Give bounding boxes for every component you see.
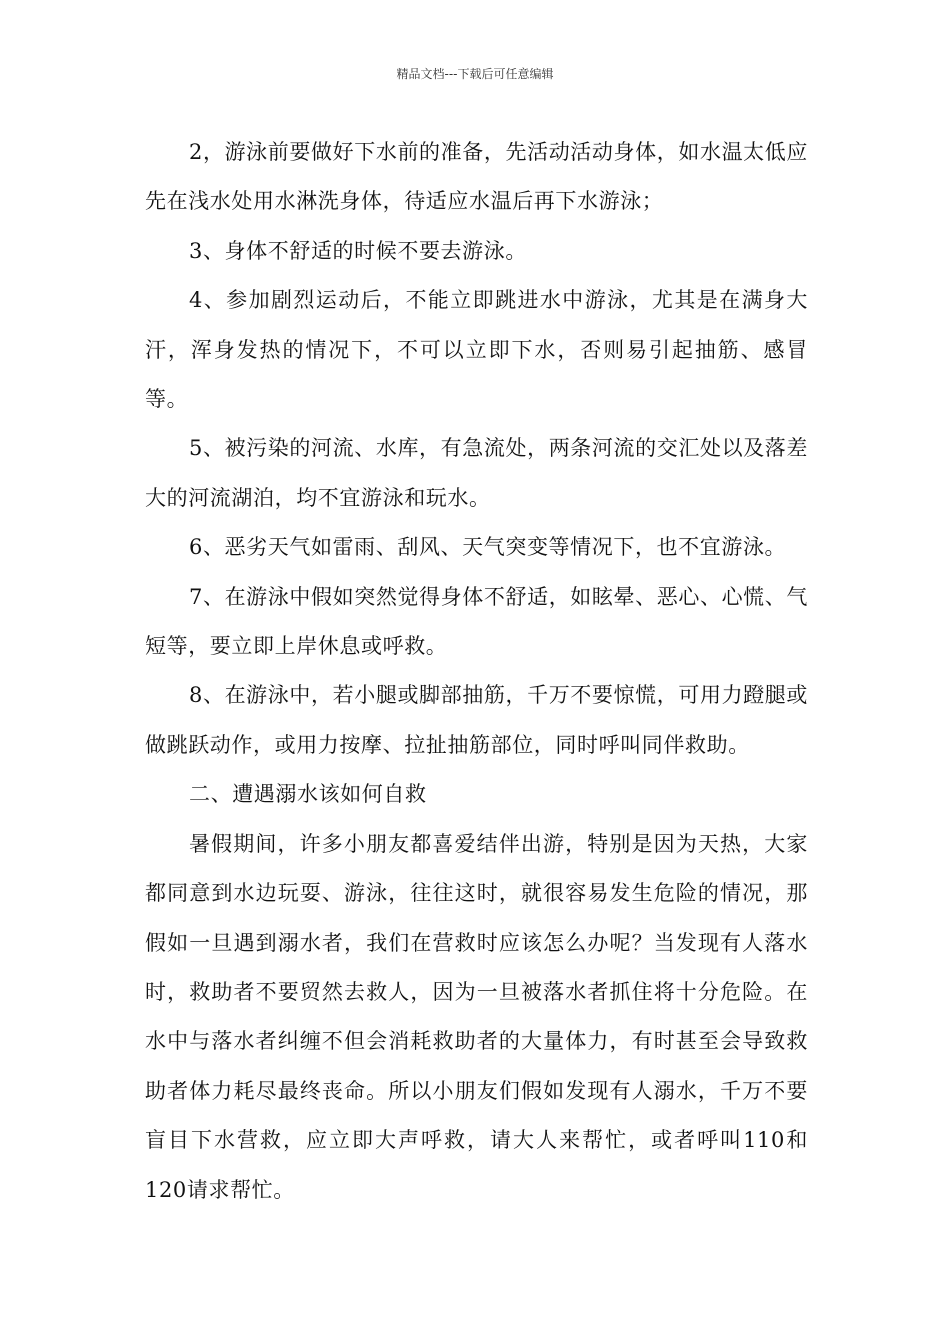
paragraph-item-4: 4、参加剧烈运动后，不能立即跳进水中游泳，尤其是在满身大汗，浑身发热的情况下，不可以立即下水，否则易引起抽筋、感冒等。 bbox=[145, 288, 808, 412]
section-heading: 二、遭遇溺水该如何自救 bbox=[189, 782, 427, 807]
paragraph-item-6: 6、恶劣天气如雷雨、刮风、天气突变等情况下，也不宜游泳。 bbox=[189, 535, 787, 560]
paragraph-rescue: 暑假期间，许多小朋友都喜爱结伴出游，特别是因为天热，大家都同意到水边玩耍、游泳，往往这时，就很容易发生危险的情况，那假如一旦遇到溺水者，我们在营救时应该怎么办呢？当发现有人落水时，救助者不要贸然去救人，因为一旦被落水者抓住将十分危险。在水中与落水者纠缠不但会消耗救助者的大量体力，有时甚至会导致救助者体力耗尽最终丧命。所以小朋友们假如发现有人溺水，千万不要盲目下水营救，应立即大声呼救，请大人来帮忙，或者呼叫110和120请求帮忙。 bbox=[145, 831, 808, 1202]
paragraph-item-8: 8、在游泳中，若小腿或脚部抽筋，千万不要惊慌，可用力蹬腿或做跳跃动作，或用力按摩、拉扯抽筋部位，同时呼叫同伴救助。 bbox=[145, 683, 808, 757]
paragraph-item-3: 3、身体不舒适的时候不要去游泳。 bbox=[189, 238, 527, 263]
paragraph-item-7: 7、在游泳中假如突然觉得身体不舒适，如眩晕、恶心、心慌、气短等，要立即上岸休息或呼救。 bbox=[145, 584, 808, 659]
page-header: 精品文档---下载后可任意编辑 bbox=[396, 67, 554, 81]
paragraph-item-2: 2，游泳前要做好下水前的准备，先活动活动身体，如水温太低应先在浅水处用水淋洗身体，待适应水温后再下水游泳； bbox=[145, 140, 808, 214]
paragraph-item-5: 5、被污染的河流、水库，有急流处，两条河流的交汇处以及落差大的河流湖泊，均不宜游泳和玩水。 bbox=[145, 436, 808, 510]
document-body bbox=[145, 128, 808, 1215]
